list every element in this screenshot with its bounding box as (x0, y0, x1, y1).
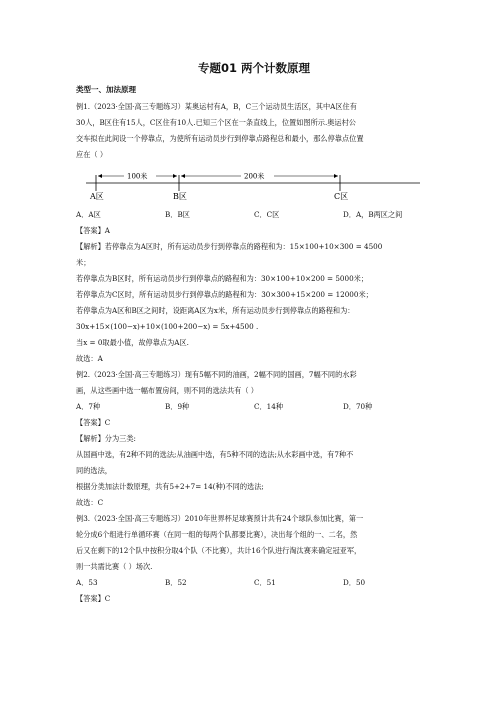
question-line: 则一共需比赛（ ）场次. (76, 562, 153, 571)
label-c: C区 (334, 192, 349, 201)
question-line: 30人，B区住有15人，C区住有10人.已知三个区在一条直线上，位置如图所示.奥运村公 (76, 118, 356, 127)
analysis-line: 故选：C (76, 498, 104, 507)
question-line: 应在（ ） (76, 150, 108, 159)
option-d: D．A，B两区之间 (343, 210, 403, 219)
question-line: 例2.（2023·全国·高三专题练习）现有5幅不同的油画，2幅不同的国画，7幅不同的水彩 (76, 370, 357, 379)
option-a: A．53 (76, 578, 98, 587)
example-1 (76, 99, 432, 367)
answer-line: 【答案】C (76, 594, 111, 603)
arrowhead-bc-right (334, 174, 338, 178)
option-b: B．B区 (165, 210, 190, 219)
analysis-line: 根据分类加法计数原理，共有5+2+7= 14(种)不同的选法; (76, 482, 264, 491)
option-d: D．50 (343, 578, 366, 587)
document-title: 专题01 两个计数原理 (197, 61, 310, 75)
dist-bc-label: 200米 (244, 172, 265, 181)
option-c: C．51 (254, 578, 276, 587)
analysis-line: 故选：A (76, 354, 103, 363)
label-b: B区 (173, 192, 187, 201)
option-c: C．C区 (254, 210, 280, 219)
question-line: 例1.（2023·全国·高三专题练习）某奥运村有A，B，C三个运动员生活区，其中A区住有 (76, 102, 357, 111)
analysis-line: 若停靠点为B区时，所有运动员步行到停靠点的路程和为：30×100+10×200 = 5000米； (76, 274, 369, 283)
answer-line: 【答案】C (76, 418, 111, 427)
analysis-line: 30x+15×(100−x)+10×(100+200−x) = 5x+4500 . (76, 322, 259, 331)
analysis-line: 【解析】分为三类: (76, 434, 136, 443)
dist-ab-label: 100米 (127, 172, 148, 181)
number-line-diagram (76, 165, 432, 205)
option-b: B．9种 (165, 402, 190, 411)
option-a: A．A区 (76, 210, 101, 219)
analysis-line: 若停靠点为A区和B区之间时，设距离A区为x米，所有运动员步行到停靠点的路程和为： (76, 306, 355, 315)
option-b: B．52 (165, 578, 187, 587)
label-a: A区 (90, 192, 104, 201)
analysis-line: 米； (76, 258, 91, 267)
question-line: 轮分成6个组进行单循环赛（在同一组的每两个队都要比赛），决出每个组的一、二名，然 (76, 530, 358, 539)
arrowhead-ab-right (173, 174, 177, 178)
analysis-line: 当x = 0取最小值，故停靠点为A区. (76, 338, 189, 347)
option-a: A．7种 (76, 402, 101, 411)
question-line: 例3.（2023·全国·高三专题练习）2010年世界杯足球赛预计共有24个球队参加比赛，第一 (76, 514, 364, 523)
analysis-line: 从国画中选，有2种不同的选法;从油画中选，有5种不同的选法;从水彩画中选，有7种不 (76, 450, 354, 459)
analysis-line: 若停靠点为C区时，所有运动员步行到停靠点的路程和为：30×300+15×200 = 12000米； (76, 290, 373, 299)
arrowhead-ab-left (98, 174, 102, 178)
analysis-line: 【解析】若停靠点为A区时，所有运动员步行到停靠点的路程和为：15×100+10×300 = 4500 (76, 242, 383, 251)
example-3 (76, 511, 432, 607)
answer-line: 【答案】A (76, 226, 110, 235)
analysis-line: 同的选法， (76, 466, 112, 475)
question-line: 画，从这些画中选一幅布置房间，则不同的选法共有（ ） (76, 386, 258, 395)
example-2 (76, 367, 432, 511)
section-heading: 类型一、加法原理 (76, 85, 136, 94)
number-line-svg (76, 165, 432, 205)
options-row (76, 207, 432, 223)
option-c: C．14种 (254, 402, 284, 411)
options-row (76, 575, 432, 591)
question-line: 后又在剩下的12个队中按积分取4个队（不比赛），共计16个队进行淘汰赛来确定冠亚军， (76, 546, 362, 555)
options-row (76, 399, 432, 415)
arrowhead-bc-left (181, 174, 185, 178)
option-d: D．70种 (343, 402, 373, 411)
document-page (76, 60, 432, 607)
question-line: 交车拟在此间设一个停靠点，为使所有运动员步行到停靠点路程总和最小，那么停靠点位置 (76, 134, 364, 143)
